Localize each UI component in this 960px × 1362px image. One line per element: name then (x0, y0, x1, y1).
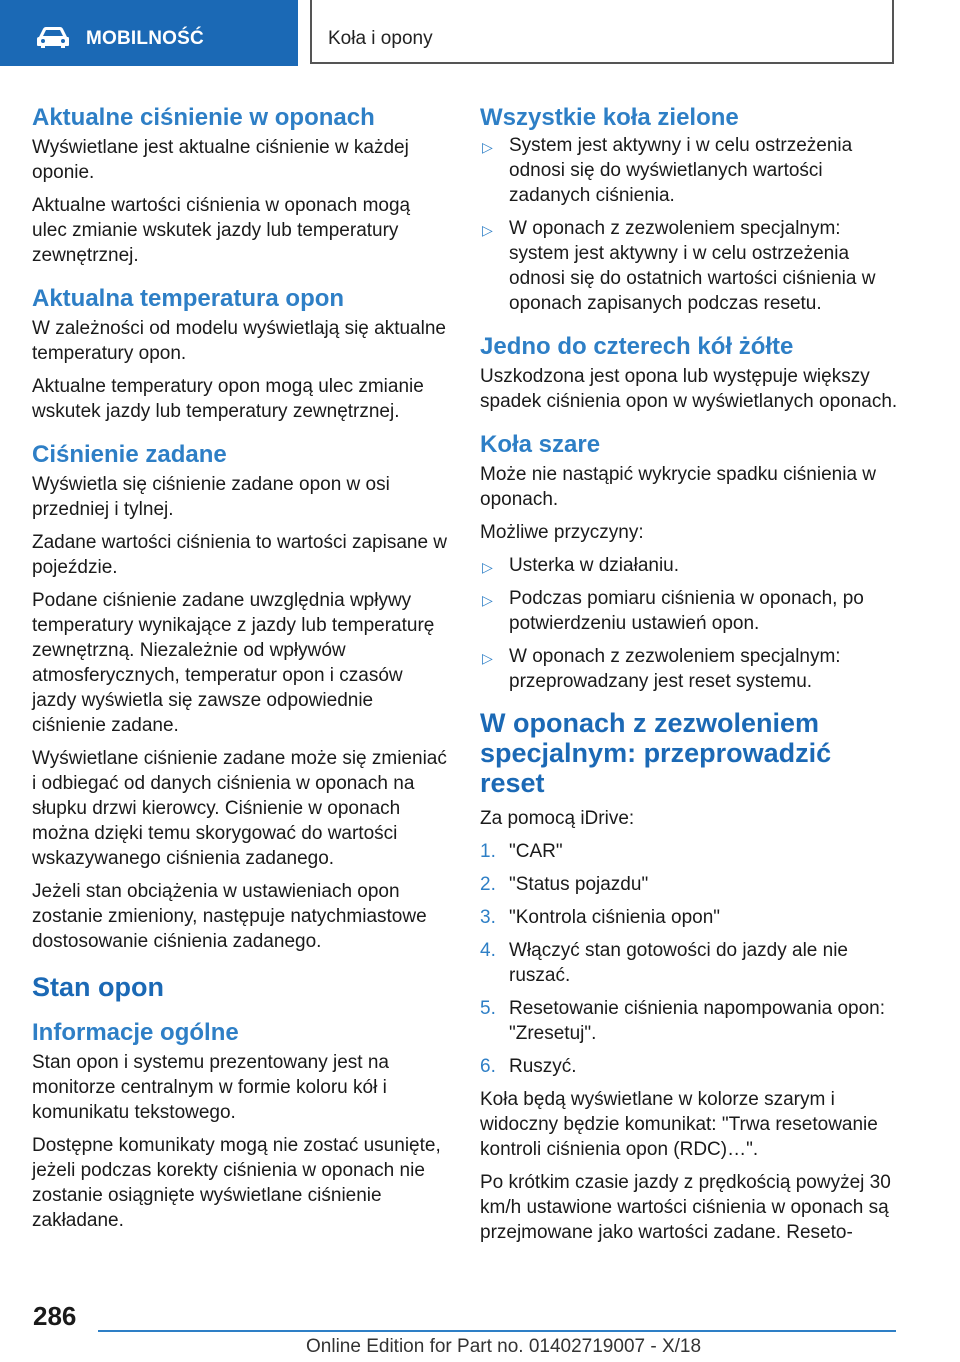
bullet-list (480, 133, 898, 316)
footer-divider (98, 1330, 896, 1332)
paragraph: Wyświetla się ciśnienie zadane opon w osi przedniej i tylnej. (32, 474, 390, 520)
bullet-list (480, 553, 898, 694)
paragraph: Dostępne komunikaty mogą nie zostać usunięte, jeżeli podczas korekty ciśnienia w oponach nie zostanie osiągnięte wyświetlane ciśnienie zakładane. (32, 1135, 441, 1231)
section-label: MOBILNOŚĆ (86, 28, 204, 49)
heading-target-pressure: Ciśnienie zadane (32, 441, 227, 468)
paragraph: Stan opon i systemu prezentowany jest na monitorze centralnym w formie koloru kół i komunikatu tekstowego. (32, 1052, 389, 1123)
paragraph: Może nie nastąpić wykrycie spadku ciśnienia w oponach. (480, 464, 877, 510)
heading-grey-wheels: Koła szare (480, 431, 601, 458)
paragraph: Możliwe przyczyny: (480, 522, 644, 543)
triangle-bullet-icon: ▷ (482, 222, 493, 238)
triangle-bullet-icon: ▷ (482, 650, 493, 666)
paragraph: Za pomocą iDrive: (480, 808, 635, 829)
paragraph: Aktualne wartości ciśnienia w oponach mogą ulec zmianie wskutek jazdy lub temperatury zewnętrznej. (32, 195, 411, 266)
left-column (32, 103, 450, 1241)
paragraph: Wyświetlane ciśnienie zadane może się zmieniać i odbiegać od danych ciśnienia w oponach na słupku drzwi kierowcy. Ciśnienie w oponach można dzięki temu skorygować do wartości wskazywanego ciśnienia zadanego. (32, 748, 447, 869)
list-item: ▷ System jest aktywny i w celu ostrzeżenia odnosi się do wyświetlanych wartości zadanych ciśnienia. (482, 135, 853, 206)
step-item: 5. Resetowanie ciśnienia napompowania opon: "Zresetuj". (480, 998, 886, 1044)
triangle-bullet-icon: ▷ (482, 559, 493, 575)
list-item: ▷ W oponach z zezwoleniem specjalnym: przeprowadzany jest reset systemu. (482, 646, 841, 692)
heading-current-temperature: Aktualna temperatura opon (32, 285, 345, 312)
paragraph: Podane ciśnienie zadane uwzględnia wpływy temperatury wynikające z jazdy lub temperaturę zewnętrzną. Niezależnie od wpływów atmosferycznych, temperatur opon i czasów jazdy wyświetla się zawsze odpowiednie ciśnienie zadane. (32, 590, 435, 736)
heading-tire-status: Stan opon (32, 972, 164, 1002)
step-item: 2. "Status pojazdu" (480, 874, 649, 895)
heading-current-pressure: Aktualne ciśnienie w oponach (32, 104, 375, 131)
chapter-header (310, 0, 894, 64)
paragraph: Uszkodzona jest opona lub występuje większy spadek ciśnienia opon w wyświetlanych oponach. (480, 366, 898, 412)
paragraph: Zadane wartości ciśnienia to wartości zapisane w pojeździe. (32, 532, 448, 578)
car-icon (36, 26, 70, 48)
list-item: ▷ Podczas pomiaru ciśnienia w oponach, po potwierdzeniu ustawień opon. (482, 588, 864, 634)
triangle-bullet-icon: ▷ (482, 592, 493, 608)
heading-yellow-wheels: Jedno do czterech kół żółte (480, 333, 794, 360)
paragraph: Aktualne temperatury opon mogą ulec zmianie wskutek jazdy lub temperatury zewnętrznej. (32, 376, 424, 422)
page-number: 286 (33, 1301, 77, 1331)
paragraph: Po krótkim czasie jazdy z prędkością powyżej 30 km/h ustawione wartości ciśnienia w oponach są przejmowane jako wartości zadane. Reseto- (480, 1172, 891, 1243)
step-item: 3. "Kontrola ciśnienia opon" (480, 907, 721, 928)
paragraph: W zależności od modelu wyświetlają się aktualne temperatury opon. (32, 318, 446, 364)
paragraph: Koła będą wyświetlane w kolorze szarym i widoczny będzie komunikat: "Trwa resetowanie kontroli ciśnienia opon (RDC)…". (480, 1089, 878, 1160)
paragraph: Wyświetlane jest aktualne ciśnienie w każdej oponie. (32, 137, 409, 183)
step-item: 1. "CAR" (480, 841, 563, 862)
triangle-bullet-icon: ▷ (482, 139, 493, 155)
chapter-label: Koła i opony (328, 28, 433, 49)
heading-reset: W oponach z zezwoleniem specjalnym: przeprowadzić reset (480, 708, 832, 798)
heading-general-info: Informacje ogólne (32, 1019, 239, 1046)
footer-edition: Online Edition for Part no. 01402719007 - X/18 (306, 1336, 702, 1357)
steps-list (480, 839, 898, 1079)
step-item: 4. Włączyć stan gotowości do jazdy ale nie ruszać. (480, 940, 848, 986)
section-tab (0, 0, 298, 66)
right-column (480, 103, 898, 1253)
list-item: ▷ W oponach z zezwoleniem specjalnym: system jest aktywny i w celu ostrzeżenia odnosi się do ostatnich wartości ciśnienia w oponach zapisanych podczas resetu. (482, 218, 876, 314)
step-item: 6. Ruszyć. (480, 1056, 577, 1077)
list-item: ▷ Usterka w działaniu. (480, 553, 898, 578)
heading-all-green: Wszystkie koła zielone (480, 104, 739, 131)
paragraph: Jeżeli stan obciążenia w ustawieniach opon zostanie zmieniony, następuje natychmiastowe dostosowanie ciśnienia zadanego. (32, 881, 427, 952)
